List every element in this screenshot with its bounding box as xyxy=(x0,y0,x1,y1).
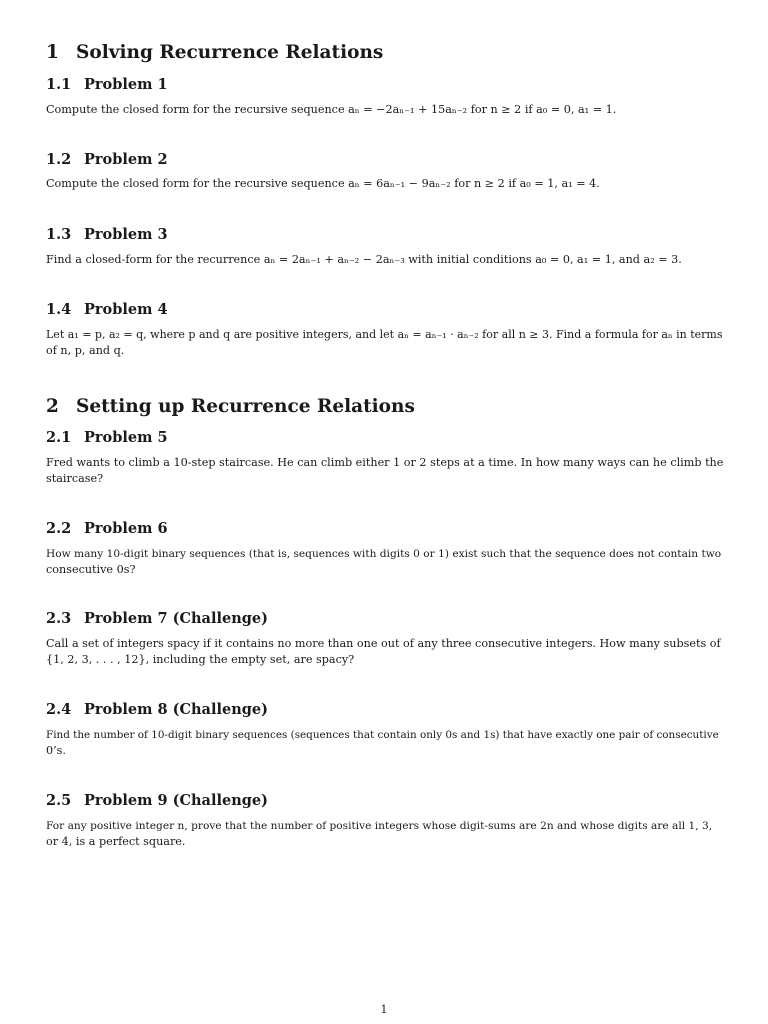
paragraph-line: Call a set of integers spacy if it contains no more than one out of any three consecutive integers. How many subsets of xyxy=(46,637,721,650)
section-number: 2 xyxy=(46,396,59,417)
paragraph-line: Fred wants to climb a 10-step staircase. He can climb either 1 or 2 steps at a time. In how many ways can he climb the xyxy=(46,456,724,469)
paragraph-line: Compute the closed form for the recursive sequence aₙ = −2aₙ₋₁ + 15aₙ₋₂ for n ≥ 2 if a₀ = 0, a₁ = 1. xyxy=(46,103,617,116)
problem-5-text xyxy=(46,455,724,487)
problem-8-text xyxy=(46,727,724,759)
subsection-number: 1.4 xyxy=(46,301,72,318)
paragraph-line: Find the number of 10-digit binary sequences (sequences that contain only 0s and 1s) that have exactly one pair of consecutive xyxy=(46,729,719,741)
paragraph-line: 0’s. xyxy=(46,744,66,757)
paragraph-line: How many 10-digit binary sequences (that is, sequences with digits 0 or 1) exist such that the sequence does not contain two xyxy=(46,548,722,560)
problem-6-text xyxy=(46,546,724,578)
problem-6-heading xyxy=(46,520,168,537)
page-number: 1 xyxy=(380,1003,388,1016)
problem-4-heading xyxy=(46,301,168,318)
subsection-number: 2.1 xyxy=(46,429,72,446)
section-2-heading xyxy=(46,396,415,417)
paragraph-line: or 4, is a perfect square. xyxy=(46,835,186,848)
subsection-title: Problem 2 xyxy=(84,151,168,168)
problem-9-heading xyxy=(46,792,268,809)
subsection-number: 1.2 xyxy=(46,151,72,168)
subsection-title: Problem 4 xyxy=(84,301,168,318)
paragraph-line: staircase? xyxy=(46,472,104,485)
subsection-title: Problem 7 (Challenge) xyxy=(84,610,268,627)
paragraph-line: Compute the closed form for the recursive sequence aₙ = 6aₙ₋₁ − 9aₙ₋₂ for n ≥ 2 if a₀ = 1, a₁ = 4. xyxy=(46,177,600,190)
section-title: Solving Recurrence Relations xyxy=(76,42,384,63)
paragraph-line: For any positive integer n, prove that the number of positive integers whose digit-sums are 2n and whose digits are all 1, 3, xyxy=(46,820,713,832)
problem-2-heading xyxy=(46,151,168,168)
section-1-heading xyxy=(46,42,383,63)
subsection-number: 2.2 xyxy=(46,520,72,537)
subsection-number: 2.3 xyxy=(46,610,72,627)
subsection-title: Problem 3 xyxy=(84,226,168,243)
problem-5-heading xyxy=(46,429,168,446)
paragraph-line: consecutive 0s? xyxy=(46,563,136,576)
paragraph-line: of n, p, and q. xyxy=(46,344,125,357)
subsection-number: 1.1 xyxy=(46,76,72,93)
section-title: Setting up Recurrence Relations xyxy=(76,396,415,417)
problem-8-heading xyxy=(46,701,268,718)
problem-9-text xyxy=(46,818,724,850)
problem-1-heading xyxy=(46,76,168,93)
subsection-title: Problem 6 xyxy=(84,520,168,537)
problem-3-text xyxy=(46,252,724,268)
subsection-number: 2.5 xyxy=(46,792,72,809)
subsection-title: Problem 8 (Challenge) xyxy=(84,701,268,718)
subsection-title: Problem 9 (Challenge) xyxy=(84,792,268,809)
paragraph-line: Let a₁ = p, a₂ = q, where p and q are positive integers, and let aₙ = aₙ₋₁ · aₙ₋₂ for all n ≥ 3. Find a formula for aₙ in terms xyxy=(46,328,723,341)
problem-2-text xyxy=(46,176,724,192)
problem-7-heading xyxy=(46,610,268,627)
problem-1-text xyxy=(46,102,724,118)
problem-7-text xyxy=(46,636,724,668)
paragraph-line: Find a closed-form for the recurrence aₙ = 2aₙ₋₁ + aₙ₋₂ − 2aₙ₋₃ with initial conditions a₀ = 0, a₁ = 1, and a₂ = 3. xyxy=(46,253,682,266)
subsection-title: Problem 5 xyxy=(84,429,168,446)
problem-4-text xyxy=(46,327,724,359)
problem-3-heading xyxy=(46,226,168,243)
section-number: 1 xyxy=(46,42,59,63)
subsection-number: 2.4 xyxy=(46,701,72,718)
subsection-title: Problem 1 xyxy=(84,76,168,93)
paragraph-line: {1, 2, 3, . . . , 12}, including the empty set, are spacy? xyxy=(46,653,355,666)
subsection-number: 1.3 xyxy=(46,226,72,243)
